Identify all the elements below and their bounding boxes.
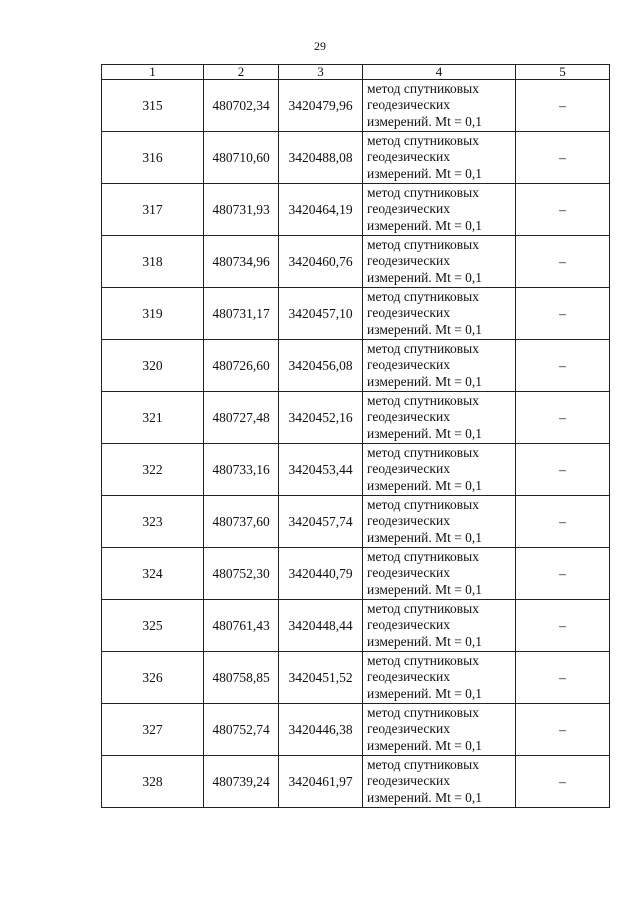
method-line: геодезических xyxy=(367,617,450,633)
method-line: метод спутниковых xyxy=(367,340,479,356)
x-coordinate-cell: 480733,16 xyxy=(204,444,279,496)
table-body xyxy=(102,65,610,808)
method-line: геодезических xyxy=(367,149,450,165)
method-line: геодезических xyxy=(367,565,450,581)
point-number-cell: 316 xyxy=(102,132,204,184)
method-line: геодезических xyxy=(367,773,450,789)
x-coordinate-cell: 480758,85 xyxy=(204,652,279,704)
x-coordinate-cell: 480731,17 xyxy=(204,288,279,340)
method-line: геодезических xyxy=(367,409,450,425)
x-coordinate-cell: 480734,96 xyxy=(204,236,279,288)
method-line: метод спутниковых xyxy=(367,392,479,408)
method-cell xyxy=(363,600,516,652)
y-coordinate-cell: 3420453,44 xyxy=(279,444,363,496)
y-coordinate-cell: 3420457,10 xyxy=(279,288,363,340)
x-coordinate-cell: 480726,60 xyxy=(204,340,279,392)
table-row xyxy=(102,392,610,444)
method-cell xyxy=(363,652,516,704)
empty-mark-cell: – xyxy=(516,496,610,548)
page-number: 29 xyxy=(314,39,326,53)
header-row xyxy=(102,65,610,80)
table-row xyxy=(102,548,610,600)
method-line: геодезических xyxy=(367,97,450,113)
point-number-cell: 321 xyxy=(102,392,204,444)
empty-mark-cell: – xyxy=(516,80,610,132)
method-line: измерений. Mt = 0,1 xyxy=(367,789,483,805)
method-line: измерений. Mt = 0,1 xyxy=(367,581,483,597)
point-number-cell: 324 xyxy=(102,548,204,600)
point-number-cell: 323 xyxy=(102,496,204,548)
method-line: измерений. Mt = 0,1 xyxy=(367,321,483,337)
method-line: геодезических xyxy=(367,669,450,685)
table-row xyxy=(102,236,610,288)
table-row xyxy=(102,340,610,392)
x-coordinate-cell: 480702,34 xyxy=(204,80,279,132)
x-coordinate-cell: 480752,74 xyxy=(204,704,279,756)
method-line: метод спутниковых xyxy=(367,652,479,668)
method-cell xyxy=(363,548,516,600)
point-number-cell: 319 xyxy=(102,288,204,340)
method-line: геодезических xyxy=(367,305,450,321)
point-number-cell: 327 xyxy=(102,704,204,756)
method-cell xyxy=(363,756,516,808)
method-line: измерений. Mt = 0,1 xyxy=(367,477,483,493)
x-coordinate-cell: 480761,43 xyxy=(204,600,279,652)
method-line: геодезических xyxy=(367,721,450,737)
empty-mark-cell: – xyxy=(516,600,610,652)
method-line: геодезических xyxy=(367,201,450,217)
y-coordinate-cell: 3420448,44 xyxy=(279,600,363,652)
point-number-cell: 317 xyxy=(102,184,204,236)
method-line: геодезических xyxy=(367,513,450,529)
empty-mark-cell: – xyxy=(516,444,610,496)
y-coordinate-cell: 3420452,16 xyxy=(279,392,363,444)
empty-mark-cell: – xyxy=(516,392,610,444)
x-coordinate-cell: 480710,60 xyxy=(204,132,279,184)
method-line: измерений. Mt = 0,1 xyxy=(367,633,483,649)
x-coordinate-cell: 480731,93 xyxy=(204,184,279,236)
empty-mark-cell: – xyxy=(516,132,610,184)
empty-mark-cell: – xyxy=(516,288,610,340)
method-line: метод спутниковых xyxy=(367,288,479,304)
table-row xyxy=(102,756,610,808)
y-coordinate-cell: 3420464,19 xyxy=(279,184,363,236)
y-coordinate-cell: 3420461,97 xyxy=(279,756,363,808)
method-line: геодезических xyxy=(367,357,450,373)
method-cell xyxy=(363,340,516,392)
y-coordinate-cell: 3420457,74 xyxy=(279,496,363,548)
method-line: измерений. Mt = 0,1 xyxy=(367,269,483,285)
table-row xyxy=(102,600,610,652)
empty-mark-cell: – xyxy=(516,236,610,288)
point-number-cell: 318 xyxy=(102,236,204,288)
header-cell-3: 3 xyxy=(279,65,363,80)
method-line: измерений. Mt = 0,1 xyxy=(367,529,483,545)
x-coordinate-cell: 480737,60 xyxy=(204,496,279,548)
empty-mark-cell: – xyxy=(516,340,610,392)
method-line: метод спутниковых xyxy=(367,236,479,252)
method-cell xyxy=(363,132,516,184)
method-cell xyxy=(363,184,516,236)
method-cell xyxy=(363,80,516,132)
method-line: измерений. Mt = 0,1 xyxy=(367,425,483,441)
point-number-cell: 326 xyxy=(102,652,204,704)
empty-mark-cell: – xyxy=(516,548,610,600)
point-number-cell: 322 xyxy=(102,444,204,496)
table-row xyxy=(102,496,610,548)
method-line: метод спутниковых xyxy=(367,444,479,460)
method-line: геодезических xyxy=(367,253,450,269)
y-coordinate-cell: 3420460,76 xyxy=(279,236,363,288)
empty-mark-cell: – xyxy=(516,756,610,808)
x-coordinate-cell: 480752,30 xyxy=(204,548,279,600)
y-coordinate-cell: 3420446,38 xyxy=(279,704,363,756)
method-line: метод спутниковых xyxy=(367,496,479,512)
method-line: измерений. Mt = 0,1 xyxy=(367,217,483,233)
table-row xyxy=(102,80,610,132)
method-line: метод спутниковых xyxy=(367,184,479,200)
table-row xyxy=(102,444,610,496)
method-line: измерений. Mt = 0,1 xyxy=(367,113,483,129)
method-cell xyxy=(363,444,516,496)
method-line: метод спутниковых xyxy=(367,704,479,720)
method-line: метод спутниковых xyxy=(367,548,479,564)
table-row xyxy=(102,704,610,756)
point-number-cell: 315 xyxy=(102,80,204,132)
table-row xyxy=(102,288,610,340)
empty-mark-cell: – xyxy=(516,184,610,236)
method-cell xyxy=(363,704,516,756)
method-cell xyxy=(363,288,516,340)
point-number-cell: 325 xyxy=(102,600,204,652)
x-coordinate-cell: 480727,48 xyxy=(204,392,279,444)
method-line: геодезических xyxy=(367,461,450,477)
table-row xyxy=(102,184,610,236)
empty-mark-cell: – xyxy=(516,652,610,704)
method-line: метод спутниковых xyxy=(367,80,479,96)
method-cell xyxy=(363,392,516,444)
method-line: измерений. Mt = 0,1 xyxy=(367,373,483,389)
table-row xyxy=(102,652,610,704)
header-cell-5: 5 xyxy=(516,65,610,80)
y-coordinate-cell: 3420488,08 xyxy=(279,132,363,184)
y-coordinate-cell: 3420451,52 xyxy=(279,652,363,704)
method-line: метод спутниковых xyxy=(367,132,479,148)
coordinates-table xyxy=(101,64,610,808)
method-line: метод спутниковых xyxy=(367,600,479,616)
header-cell-1: 1 xyxy=(102,65,204,80)
point-number-cell: 328 xyxy=(102,756,204,808)
y-coordinate-cell: 3420440,79 xyxy=(279,548,363,600)
method-line: измерений. Mt = 0,1 xyxy=(367,737,483,753)
method-line: измерений. Mt = 0,1 xyxy=(367,165,483,181)
header-cell-4: 4 xyxy=(363,65,516,80)
method-cell xyxy=(363,236,516,288)
method-line: измерений. Mt = 0,1 xyxy=(367,685,483,701)
y-coordinate-cell: 3420456,08 xyxy=(279,340,363,392)
x-coordinate-cell: 480739,24 xyxy=(204,756,279,808)
point-number-cell: 320 xyxy=(102,340,204,392)
method-cell xyxy=(363,496,516,548)
table-row xyxy=(102,132,610,184)
empty-mark-cell: – xyxy=(516,704,610,756)
y-coordinate-cell: 3420479,96 xyxy=(279,80,363,132)
method-line: метод спутниковых xyxy=(367,756,479,772)
header-cell-2: 2 xyxy=(204,65,279,80)
